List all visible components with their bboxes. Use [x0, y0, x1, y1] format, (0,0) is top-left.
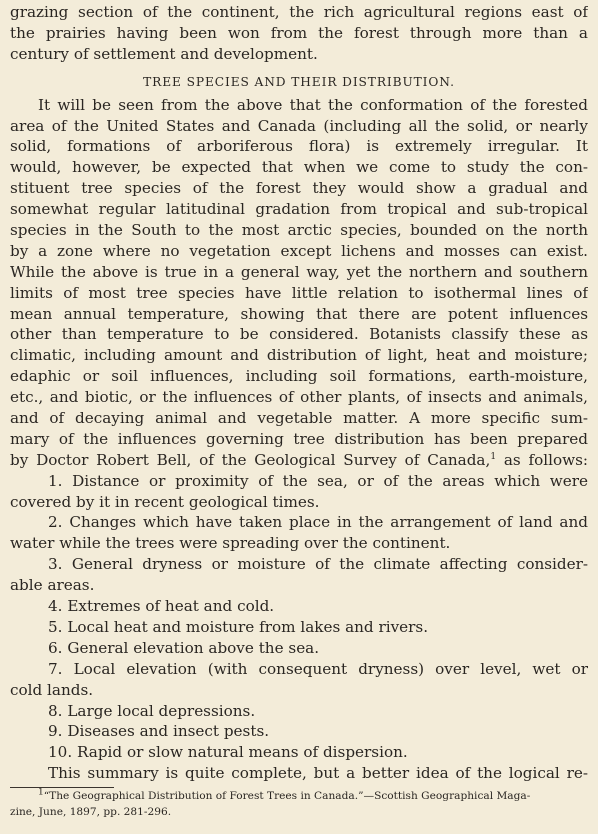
- list-item-line: cold lands.: [10, 680, 94, 699]
- text-line: area of the United States and Canada (including all the solid, or nearly: [10, 116, 588, 135]
- list-item-line: covered by it in recent geological times.: [10, 492, 320, 511]
- list-item-line: 5. Local heat and moisture from lakes and rivers.: [48, 617, 429, 636]
- list-item-line: 7. Local elevation (with consequent dryness) over level, wet or: [48, 659, 588, 678]
- list-item-line: able areas.: [10, 576, 95, 595]
- text-line: mean annual temperature, showing that there are potent influences: [10, 304, 588, 323]
- list-item-line: 2. Changes which have taken place in the arrangement of land and: [48, 513, 588, 532]
- text-line: solid, formations of arboriferous flora) is extremely irregular. It: [10, 137, 588, 156]
- text-line: edaphic or soil influences, including soil formations, earth-moisture,: [10, 367, 588, 386]
- text-segment: by Doctor Robert Bell, of the Geological Survey of Canada,: [10, 450, 491, 469]
- list-item-line: 10. Rapid or slow natural means of dispersion.: [48, 743, 408, 762]
- text-line: other than temperature to be considered. Botanists classify these as: [10, 325, 588, 344]
- text-line: stituent tree species of the forest they would show a gradual and: [10, 179, 588, 198]
- footnote: [10, 788, 588, 820]
- footnote-text: “The Geographical Distribution of Forest Trees in Canada.”—Scottish Geographical Maga-: [43, 790, 531, 803]
- text-line: would, however, be expected that when we come to study the con-: [10, 158, 588, 177]
- list-item-line: 3. General dryness or moisture of the climate affecting consider-: [48, 555, 588, 574]
- footnote-reference: 1: [490, 451, 497, 462]
- body-paragraph: [10, 95, 588, 471]
- text-line: somewhat regular latitudinal gradation from tropical and sub-tropical: [10, 200, 588, 219]
- text-line: While the above is true in a general way, yet the northern and southern: [10, 262, 588, 281]
- list-item-line: water while the trees were spreading over the continent.: [10, 534, 451, 553]
- list-item-line: 1. Distance or proximity of the sea, or of the areas which were: [48, 471, 588, 490]
- list-item-line: 9. Diseases and insect pests.: [48, 722, 270, 741]
- text-line: limits of most tree species have little relation to isothermal lines of: [10, 283, 588, 302]
- text-line: by a zone where no vegetation except lichens and mosses can exist.: [10, 241, 588, 260]
- footnote-marker: 1: [38, 788, 44, 798]
- section-heading: TREE SPECIES AND THEIR DISTRIBUTION.: [143, 74, 455, 89]
- text-line: grazing section of the continent, the rich agricultural regions east of: [10, 3, 588, 21]
- list-item-line: 4. Extremes of heat and cold.: [48, 597, 275, 616]
- text-line: It will be seen from the above that the conformation of the forested: [38, 95, 588, 114]
- text-line: and of decaying animal and vegetable matter. A more specific sum-: [10, 409, 588, 428]
- text-segment: as follows:: [496, 450, 588, 469]
- text-line: the prairies having been won from the forest through more than a: [10, 23, 588, 42]
- text-line: species in the South to the most arctic species, bounded on the north: [10, 221, 588, 240]
- intro-paragraph: [10, 2, 588, 65]
- text-line: etc., and biotic, or the influences of other plants, of insects and animals,: [10, 388, 588, 407]
- text-line-with-footnote: [10, 450, 588, 471]
- text-line: climatic, including amount and distribution of light, heat and moisture;: [10, 346, 588, 365]
- text-line: century of settlement and development.: [10, 44, 318, 63]
- list-item-line: 6. General elevation above the sea.: [48, 638, 320, 657]
- numbered-list: [10, 471, 588, 763]
- footnote-line: [10, 788, 588, 804]
- list-item-line: 8. Large local depressions.: [48, 701, 256, 720]
- closing-line: This summary is quite complete, but a better idea of the logical re-: [48, 764, 588, 783]
- text-line: mary of the influences governing tree distribution has been prepared: [10, 429, 588, 448]
- footnote-line: zine, June, 1897, pp. 281-296.: [10, 806, 172, 819]
